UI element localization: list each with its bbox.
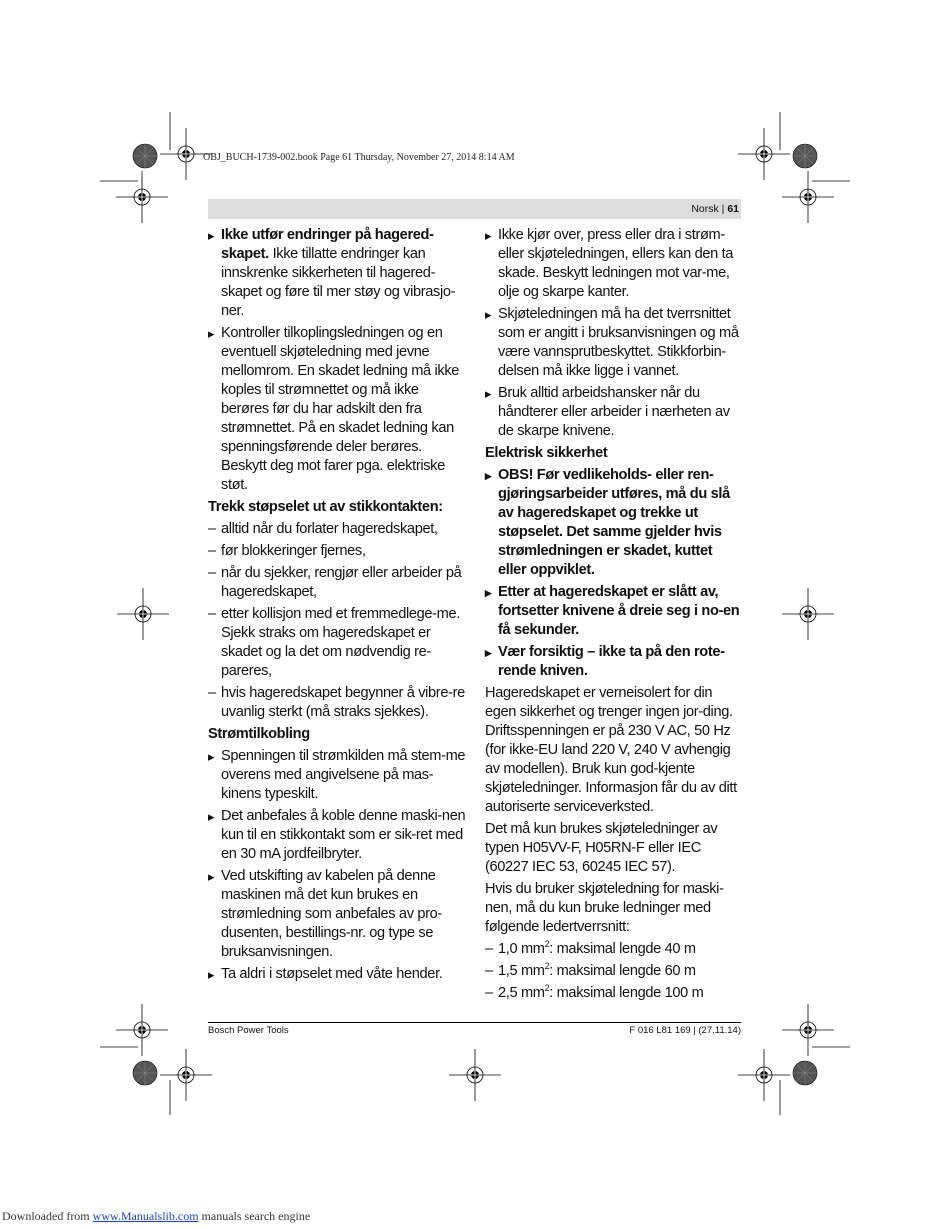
dash-item: – etter kollisjon med et fremmedlege-me. Sjekk straks om hageredskapet er skadet og la det om nødvendig re-pareres,: [208, 605, 466, 681]
bullet-item: ▸ Ved utskifting av kabelen på denne maskinen må det kun brukes en strømledning som anbefales av pro-dusenten, bestillings-nr. og type se bruksanvisningen.: [208, 867, 466, 962]
book-info-line: OBJ_BUCH-1739-002.book Page 61 Thursday, November 27, 2014 8:14 AM: [203, 152, 515, 163]
max-length: : maksimal lengde 40 m: [549, 941, 696, 957]
manualslib-link[interactable]: www.Manualslib.com: [92, 1209, 199, 1223]
dash-item: [485, 984, 743, 1003]
max-length: : maksimal lengde 60 m: [549, 963, 696, 979]
max-length: : maksimal lengde 100 m: [549, 985, 704, 1001]
cross-section-size: 2,5 mm: [498, 985, 545, 1001]
header-separator: |: [721, 203, 725, 215]
warning-bullet: ▸ Vær forsiktig – ikke ta på den rote-rende kniven.: [485, 643, 743, 681]
section-heading: Trekk støpselet ut av stikkontakten:: [208, 499, 443, 515]
bullet-item: ▸ Bruk alltid arbeidshansker når du håndterer eller arbeider i nærheten av de skarpe knivene.: [485, 384, 743, 441]
dash-item: – hvis hageredskapet begynner å vibre-re uvanlig sterkt (må straks sjekkes).: [208, 684, 466, 722]
dash-item: [485, 940, 743, 959]
dash-item: – før blokkeringer fjernes,: [208, 542, 466, 561]
superscript: 2: [544, 961, 550, 971]
footer-rule: [208, 1022, 741, 1023]
cross-section-size: 1,0 mm: [498, 941, 545, 957]
header-language: Norsk: [691, 203, 719, 215]
footer-doc-number: F 016 L81 169 | (27.11.14): [629, 1025, 741, 1036]
paragraph: Hageredskapet er verneisolert for din egen sikkerhet og trenger ingen jor-ding. Driftsspenningen er på 230 V AC, 50 Hz (for ikke-EU land 220 V, 240 V avhengig av modellen). Bruk kun god-kjente skjøteledninger. Informasjon får du av ditt autoriserte serviceverksted.: [485, 685, 737, 815]
superscript: 2: [544, 939, 550, 949]
dash-item: [485, 962, 743, 981]
bullet-item: ▸ Spenningen til strømkilden må stem-me overens med angivelsene på mas-kinens typeskilt.: [208, 747, 466, 804]
header-bar: [208, 199, 741, 219]
dash-item: – alltid når du forlater hageredskapet,: [208, 520, 466, 539]
section-heading: Elektrisk sikkerhet: [485, 445, 608, 461]
cross-section-size: 1,5 mm: [498, 963, 545, 979]
footer-publisher: Bosch Power Tools: [208, 1025, 289, 1036]
bullet-item: ▸ Ikke kjør over, press eller dra i strøm-eller skjøteledningen, ellers kan den ta skade. Beskytt ledningen mot var-me, olje og skarpe kanter.: [485, 226, 743, 302]
bullet-item: ▸ Kontroller tilkoplingsledningen og en eventuell skjøteledning med jevne mellomrom. En skadet ledning må ikke koples til strømnettet og må ikke berøres før du har adskilt den fra strømnettet. På en skadet ledning kan spenningsførende deler berøres. Beskytt deg mot farer pga. elektriske støt.: [208, 324, 466, 495]
bullet-item: [208, 226, 466, 321]
bullet-item: ▸ Skjøteledningen må ha det tverrsnittet som er angitt i bruksanvisningen og må være vannsprutbeskyttet. Stikkforbin-delsen må ikke ligge i vannet.: [485, 305, 743, 381]
page-number: 61: [727, 203, 739, 215]
paragraph: Hvis du bruker skjøteledning for maski-nen, må du kun bruke ledninger med følgende ledertverrsnitt:: [485, 881, 724, 935]
warning-bullet: ▸ OBS! Før vedlikeholds- eller ren-gjøringsarbeider utføres, må du slå av hageredskapet og trekke ut støpselet. Det samme gjelder hvis strømledningen er skadet, kuttet eller oppviklet.: [485, 466, 743, 580]
section-heading: Strømtilkobling: [208, 726, 310, 742]
download-suffix: manuals search engine: [198, 1209, 311, 1223]
warning-bullet: ▸ Etter at hageredskapet er slått av, fortsetter knivene å dreie seg i no-en få sekunder.: [485, 583, 743, 640]
bullet-bold-text: Ikke utfør endringer på hagered-skapet.: [221, 227, 434, 262]
bullet-item: ▸ Det anbefales å koble denne maski-nen kun til en stikkontakt som er sik-ret med en 30 mA jordfeilbryter.: [208, 807, 466, 864]
left-column: [208, 226, 466, 987]
download-prefix: Downloaded from: [2, 1209, 93, 1223]
download-notice: [2, 1209, 310, 1224]
bullet-item: ▸ Ta aldri i støpselet med våte hender.: [208, 965, 466, 984]
paragraph: Det må kun brukes skjøteledninger av typen H05VV-F, H05RN-F eller IEC (60227 IEC 53, 60245 IEC 57).: [485, 821, 718, 875]
bullet-text: Ikke tillatte endringer kan innskrenke sikkerheten til hagered-skapet og føre til mer støy og vibrasjo-ner.: [221, 246, 456, 319]
page-header: [691, 203, 739, 215]
superscript: 2: [544, 983, 550, 993]
right-column: [485, 226, 743, 1006]
dash-item: – når du sjekker, rengjør eller arbeider på hageredskapet,: [208, 564, 466, 602]
